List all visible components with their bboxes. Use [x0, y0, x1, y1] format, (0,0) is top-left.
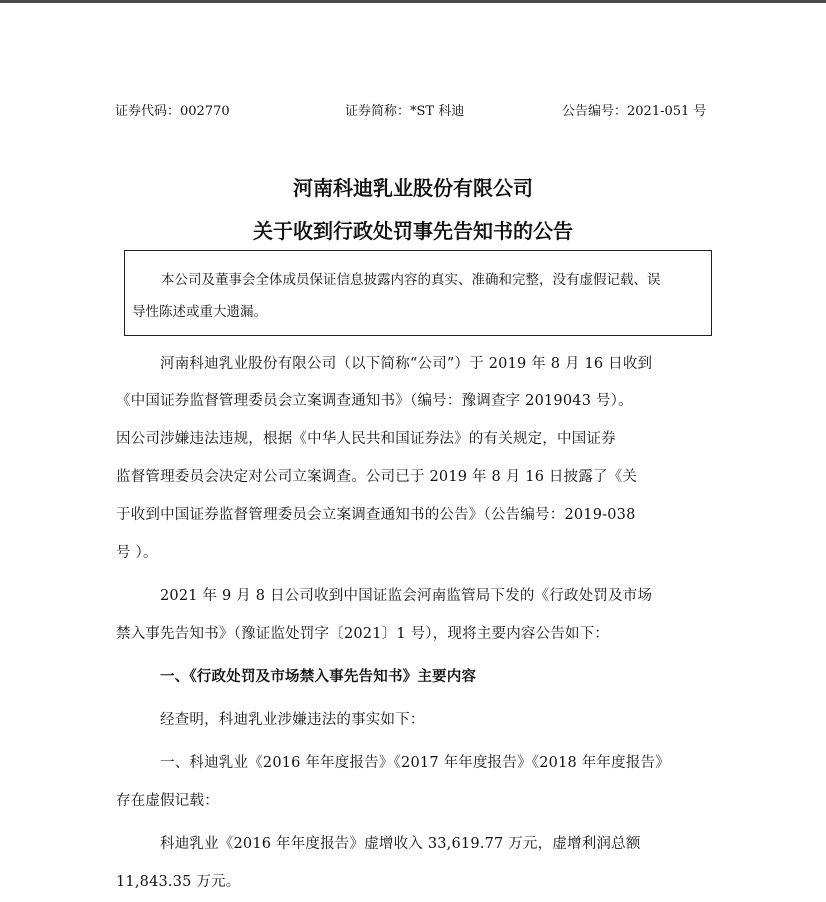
paragraph-5-line-1: 科迪乳业《2016 年年度报告》虚增收入 33,619.77 万元，虚增利润总额: [160, 836, 641, 852]
window-top-bar: [0, 0, 826, 3]
paragraph-1-line-2: 《中国证券监督管理委员会立案调查通知书》（编号：豫调查字 2019043 号）。: [116, 393, 633, 409]
paragraph-2-line-2: 禁入事先告知书》（豫证监处罚字〔2021〕1 号），现将主要内容公告如下：: [116, 626, 610, 642]
disclaimer-line-2: 导性陈述或重大遗漏。: [132, 304, 267, 320]
paragraph-5-line-2: 11,843.35 万元。: [116, 874, 241, 890]
paragraph-1-line-4: 监督管理委员会决定对公司立案调查。公司已于 2019 年 8 月 16 日披露了《关: [116, 469, 638, 485]
paragraph-2-line-1: 2021 年 9 月 8 日公司收到中国证监会河南监管局下发的《行政处罚及市场: [160, 588, 653, 604]
paragraph-1-line-6: 号 ）。: [116, 545, 158, 561]
paragraph-4-line-2: 存在虚假记载：: [116, 793, 219, 809]
disclaimer-box: [124, 250, 712, 336]
announcement-number: 公告编号：2021-051 号: [562, 104, 707, 119]
paragraph-1-line-3: 因公司涉嫌违法违规，根据《中华人民共和国证券法》的有关规定，中国证券: [116, 431, 616, 447]
announcement-title: 关于收到行政处罚事先告知书的公告: [253, 219, 573, 243]
paragraph-1-line-1: 河南科迪乳业股份有限公司（以下简称“公司”）于 2019 年 8 月 16 日收到: [160, 356, 653, 372]
disclaimer-line-1: 本公司及董事会全体成员保证信息披露内容的真实、准确和完整，没有虚假记载、误: [161, 272, 661, 288]
paragraph-1-line-5: 于收到中国证券监督管理委员会立案调查通知书的公告》（公告编号：2019-038: [116, 507, 636, 523]
stock-code: 证券代码：002770: [115, 104, 230, 119]
paragraph-3: 经查明，科迪乳业涉嫌违法的事实如下：: [160, 712, 425, 728]
paragraph-4-line-1: 一、科迪乳业《2016 年年度报告》《2017 年年度报告》《2018 年年度报告》: [160, 755, 670, 771]
stock-short-name: 证券简称：*ST 科迪: [345, 104, 465, 119]
company-title: 河南科迪乳业股份有限公司: [293, 176, 533, 200]
section-heading-1: 一、《行政处罚及市场禁入事先告知书》主要内容: [160, 668, 477, 685]
